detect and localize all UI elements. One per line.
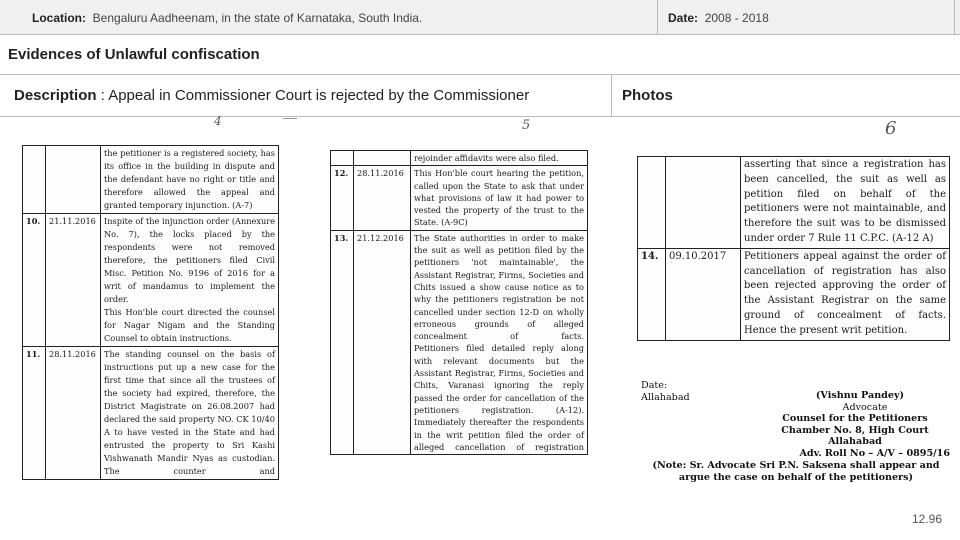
row-text bbox=[101, 146, 279, 214]
location-label: Location: bbox=[32, 11, 86, 25]
document-scan-page-6 bbox=[637, 156, 950, 341]
photos-label: Photos bbox=[622, 87, 673, 104]
row-number bbox=[638, 157, 666, 249]
row-paragraph: Petitioners appeal against the order of cancellation of registration has also been rejected approving the order of the Assistant Registrar on the same ground of concealment of facts. bbox=[744, 250, 946, 321]
advocate-roll: Adv. Roll No – A/V – 0895/16 bbox=[799, 447, 950, 459]
description-row bbox=[0, 75, 960, 117]
description-cell bbox=[0, 75, 612, 117]
signature-date-label: Date: bbox=[641, 380, 668, 391]
advocate-chamber: Chamber No. 8, High Court bbox=[781, 424, 929, 436]
row-date: 21.11.2016 bbox=[46, 214, 101, 347]
table-row bbox=[638, 157, 950, 249]
row-paragraph: Petitioners filed detailed reply along with relevant documents but the Assistant Registrar, Firms, Societies and Chits, Varanasi ignoring the reply passed the order for cancellation of the petitioners registration. (A-12). bbox=[414, 343, 584, 415]
page-number: 12.96 bbox=[911, 512, 942, 526]
row-date: 28.11.2016 bbox=[46, 347, 101, 480]
table-row bbox=[331, 151, 588, 166]
signature-place: Allahabad bbox=[641, 391, 690, 403]
handwritten-page-6: 6 bbox=[885, 118, 897, 139]
row-text bbox=[411, 230, 588, 454]
row-text bbox=[411, 166, 588, 230]
row-paragraph: This Hon'ble court hearing the petition, called upon the State to ask that under what provisions of law it had power to vested the property of the trust to the State. (A-9C) bbox=[414, 168, 584, 228]
description-separator: : bbox=[96, 87, 109, 104]
row-paragraph: Immediately thereafter the respondents in the writ petition filed the order of alleged cancellation of registration bbox=[414, 417, 584, 452]
table-row bbox=[23, 347, 279, 480]
description-text: Appeal in Commissioner Court is rejected by the Commissioner bbox=[108, 87, 530, 104]
advocate-role: Advocate bbox=[842, 401, 888, 413]
row-text bbox=[101, 214, 279, 347]
row-paragraph: Inspite of the injunction order (Annexure No. 7), the locks placed by the respondents were not removed therefore, the petitioners filed Civil Misc. Petition No. 9196 of 2016 for a writ of mandamus to implement the order. bbox=[104, 216, 275, 304]
scan-mark bbox=[283, 118, 297, 119]
handwritten-page-4: 4 bbox=[214, 114, 222, 128]
row-number: 10. bbox=[23, 214, 46, 347]
row-number: 12. bbox=[331, 166, 354, 230]
date-value: 2008 - 2018 bbox=[704, 11, 769, 25]
row-date bbox=[354, 151, 411, 166]
row-paragraph: the petitioner is a registered society, has its office in the building in dispute and the defendant have no right or title and therefore allowed the appeal and granted temporary injunction. (A-7) bbox=[104, 148, 275, 210]
location-value: Bengaluru Aadheenam, in the state of Karnataka, South India. bbox=[92, 11, 423, 25]
section-title: Evidences of Unlawful confiscation bbox=[0, 35, 960, 75]
table-row bbox=[331, 166, 588, 230]
table-row bbox=[23, 146, 279, 214]
location-cell bbox=[0, 0, 658, 35]
row-paragraph: rejoinder affidavits were also filed. bbox=[414, 153, 559, 163]
row-number: 11. bbox=[23, 347, 46, 480]
table-row bbox=[23, 214, 279, 347]
document-scan-page-4 bbox=[22, 145, 279, 480]
table-row bbox=[638, 248, 950, 340]
date-cell bbox=[658, 0, 955, 35]
row-number: 14. bbox=[638, 248, 666, 340]
row-paragraph: asserting that since a registration has been cancelled, the suit as well as petition filed on behalf of the petitioners were not maintainable, and therefore the suit was to be dismissed under order 7 Rule 11 C.P.C. (A-12 A) bbox=[744, 159, 946, 244]
signature-block bbox=[740, 390, 950, 459]
row-text bbox=[101, 347, 279, 480]
row-date: 09.10.2017 bbox=[666, 248, 741, 340]
row-number bbox=[23, 146, 46, 214]
signature-date-block bbox=[641, 380, 690, 403]
row-date bbox=[666, 157, 741, 249]
row-text bbox=[741, 248, 950, 340]
row-text bbox=[411, 151, 588, 166]
row-date bbox=[46, 146, 101, 214]
row-paragraph: This Hon'ble court directed the counsel for Nagar Nigam and the Standing Counsel to obtain instructions. bbox=[104, 307, 275, 343]
handwritten-page-5: 5 bbox=[522, 118, 531, 133]
signature-note: (Note: Sr. Advocate Sri P.N. Saksena shall appear and argue the case on behalf of the petitioners) bbox=[652, 460, 940, 483]
advocate-city: Allahabad bbox=[828, 436, 882, 447]
description-label: Description bbox=[14, 87, 97, 104]
advocate-name: (Vishnu Pandey) bbox=[815, 390, 905, 401]
advocate-counsel: Counsel for the Petitioners bbox=[782, 413, 928, 424]
row-paragraph: Hence the present writ petition. bbox=[744, 324, 908, 336]
row-number bbox=[331, 151, 354, 166]
row-date: 28.11.2016 bbox=[354, 166, 411, 230]
row-paragraph: The standing counsel on the basis of instructions put up a new case for the first time that since all the trustees of the society had expired, therefore, the District Magistrate on 26.08.2007 had declared the said property NO. CK 10/40 A to have vested in the State and had entrusted the property to Sri Kashi Vishwanath Mandir Nyas as custodian. The counter and bbox=[104, 349, 275, 476]
row-date: 21.12.2016 bbox=[354, 230, 411, 454]
row-paragraph: The State authorities in order to make the suit as well as petition filed by the petitioners 'not maintainable', the Assistant Registrar, Firms, Societies and Chits issued a show cause notice as to why the petitioners registration be not cancelled under section 12-D on wholly erroneous grounds of alleged concealment of facts. bbox=[414, 232, 584, 342]
table-row bbox=[331, 230, 588, 454]
document-scan-page-5 bbox=[330, 150, 588, 455]
row-text bbox=[741, 157, 950, 249]
row-number: 13. bbox=[331, 230, 354, 454]
header-bar bbox=[0, 0, 960, 35]
date-label: Date: bbox=[668, 11, 699, 25]
